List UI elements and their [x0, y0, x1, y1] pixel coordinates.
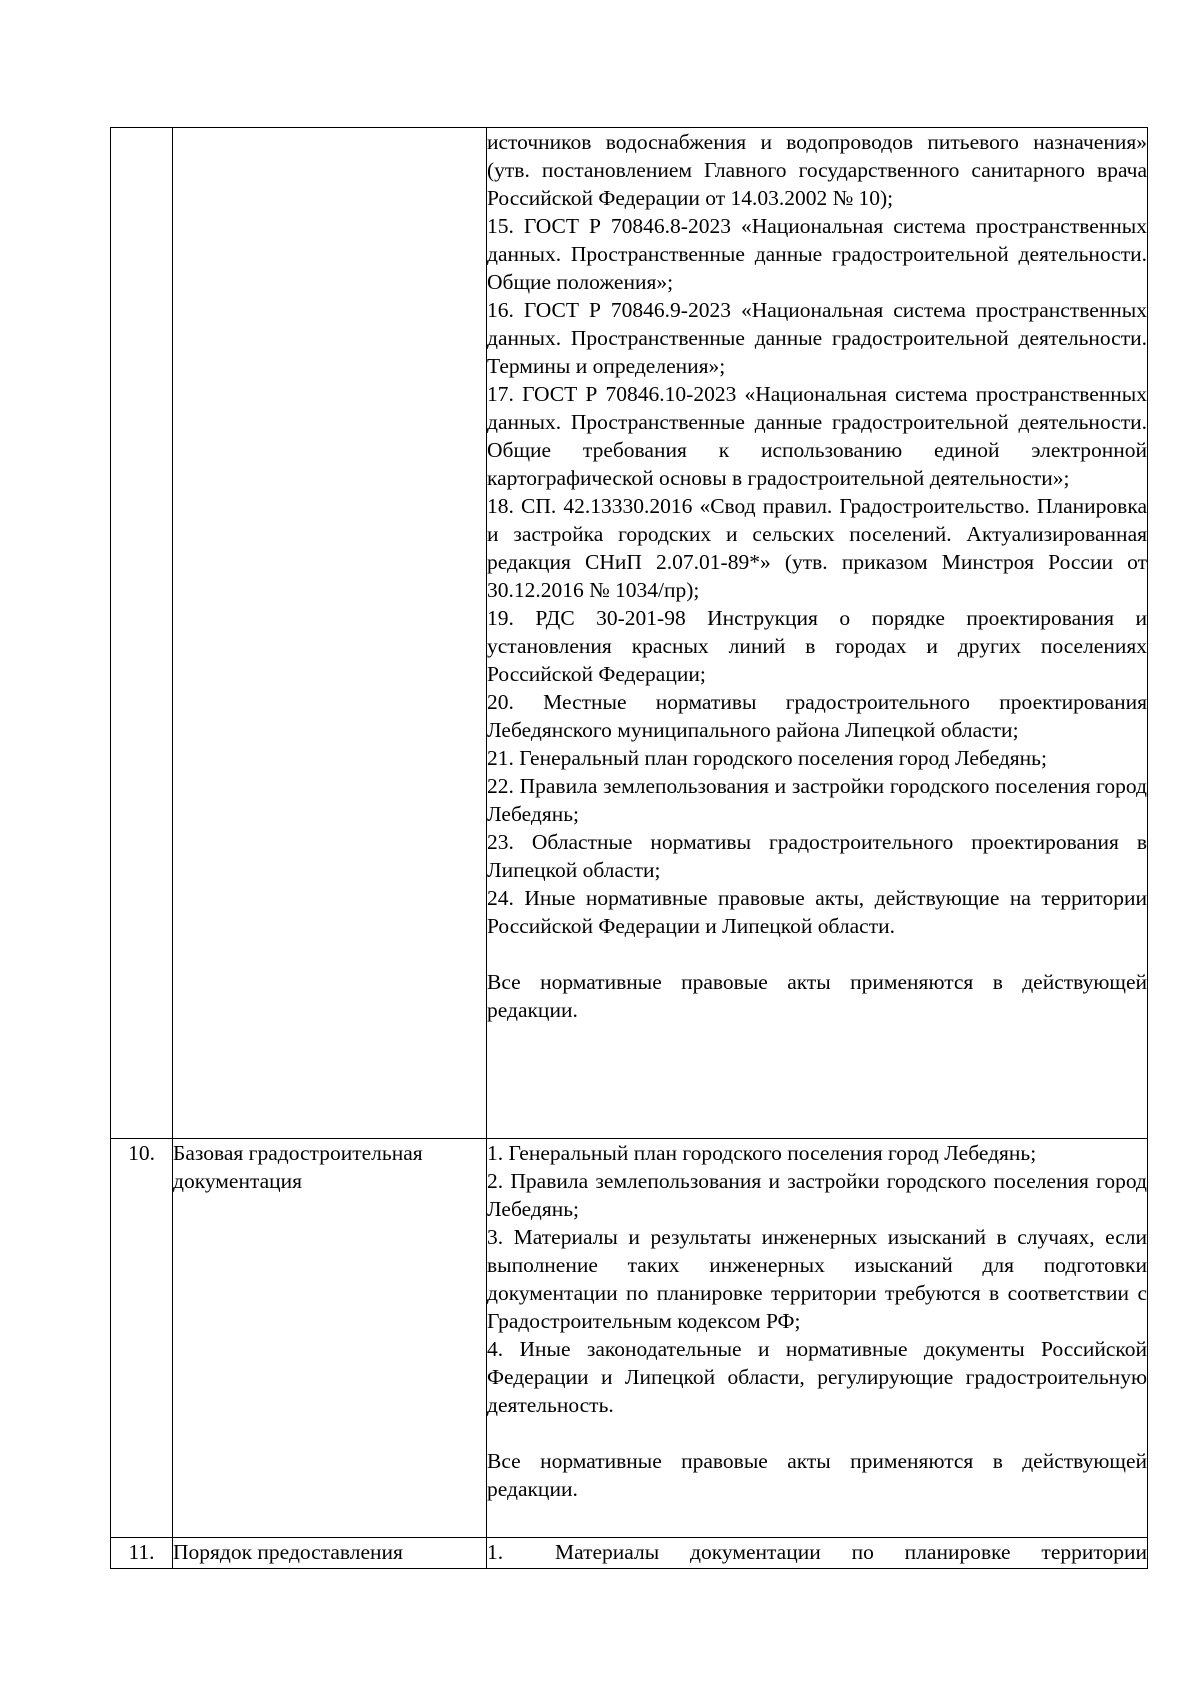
paragraph: 2. Правила землепользования и застройки городского поселения город Лебедянь;: [487, 1169, 1147, 1221]
note-paragraph: Все нормативные правовые акты применяются в действующей редакции.: [487, 1449, 1147, 1501]
paragraph: источников водоснабжения и водопроводов питьевого назначения» (утв. постановлением Главного государственного санитарного врача Российской Федерации от 14.03.2002 № 10);: [487, 130, 1147, 210]
paragraph: 24. Иные нормативные правовые акты, действующие на территории Российской Федерации и Липецкой области.: [487, 886, 1147, 938]
note-paragraph: Все нормативные правовые акты применяются в действующей редакции.: [487, 970, 1147, 1022]
paragraph: 16. ГОСТ Р 70846.9-2023 «Национальная система пространственных данных. Пространственные данные градостроительной деятельности. Термины и определения»;: [487, 298, 1147, 378]
paragraph: 23. Областные нормативы градостроительного проектирования в Липецкой области;: [487, 830, 1147, 882]
row-title: [173, 128, 487, 1139]
table-row: [111, 128, 1148, 1139]
paragraph-number: 1.: [487, 1540, 504, 1564]
paragraph: 15. ГОСТ Р 70846.8-2023 «Национальная система пространственных данных. Пространственные данные градостроительной деятельности. Общие положения»;: [487, 214, 1147, 294]
paragraph: 20. Местные нормативы градостроительного проектирования Лебедянского муниципального района Липецкой области;: [487, 690, 1147, 742]
row-number: 10.: [111, 1139, 173, 1538]
spacer: [487, 1419, 1147, 1447]
row-content: [487, 1538, 1148, 1569]
table-row: [111, 1139, 1148, 1538]
table-row: [111, 1538, 1148, 1569]
row-content: [487, 1139, 1148, 1538]
paragraph: 18. СП. 42.13330.2016 «Свод правил. Градостроительство. Планировка и застройка городских и сельских поселений. Актуализированная редакция СНиП 2.07.01-89*» (утв. приказом Минстроя России от 30.12.2016 № 1034/пр);: [487, 494, 1147, 602]
paragraph: 21. Генеральный план городского поселения город Лебедянь;: [487, 746, 1047, 770]
row-title: Базовая градостроительная документация: [173, 1139, 487, 1538]
row-title: Порядок предоставления: [173, 1538, 487, 1569]
paragraph: 4. Иные законодательные и нормативные документы Российской Федерации и Липецкой области, регулирующие градостроительную деятельность.: [487, 1337, 1147, 1417]
row-number: [111, 128, 173, 1139]
paragraph: 22. Правила землепользования и застройки городского поселения город Лебедянь;: [487, 774, 1147, 826]
paragraph-text: Материалы документации по планировке территории: [555, 1540, 1147, 1564]
specification-table: [110, 127, 1148, 1569]
paragraph: 1. Генеральный план городского поселения город Лебедянь;: [487, 1141, 1037, 1165]
spacer: [487, 940, 1147, 968]
row-content: [487, 128, 1148, 1139]
paragraph: 19. РДС 30-201-98 Инструкция о порядке проектирования и установления красных линий в городах и других поселениях Российской Федерации;: [487, 606, 1147, 686]
row-number: 11.: [111, 1538, 173, 1569]
paragraph: [487, 1538, 1147, 1566]
paragraph: 17. ГОСТ Р 70846.10-2023 «Национальная система пространственных данных. Пространственные данные градостроительной деятельности. Общие требования к использованию единой электронной картографической основы в градостроительной деятельности»;: [487, 382, 1147, 490]
paragraph: 3. Материалы и результаты инженерных изысканий в случаях, если выполнение таких инженерных изысканий для подготовки документации по планировке территории требуются в соответствии с Градостроительным кодексом РФ;: [487, 1225, 1147, 1333]
